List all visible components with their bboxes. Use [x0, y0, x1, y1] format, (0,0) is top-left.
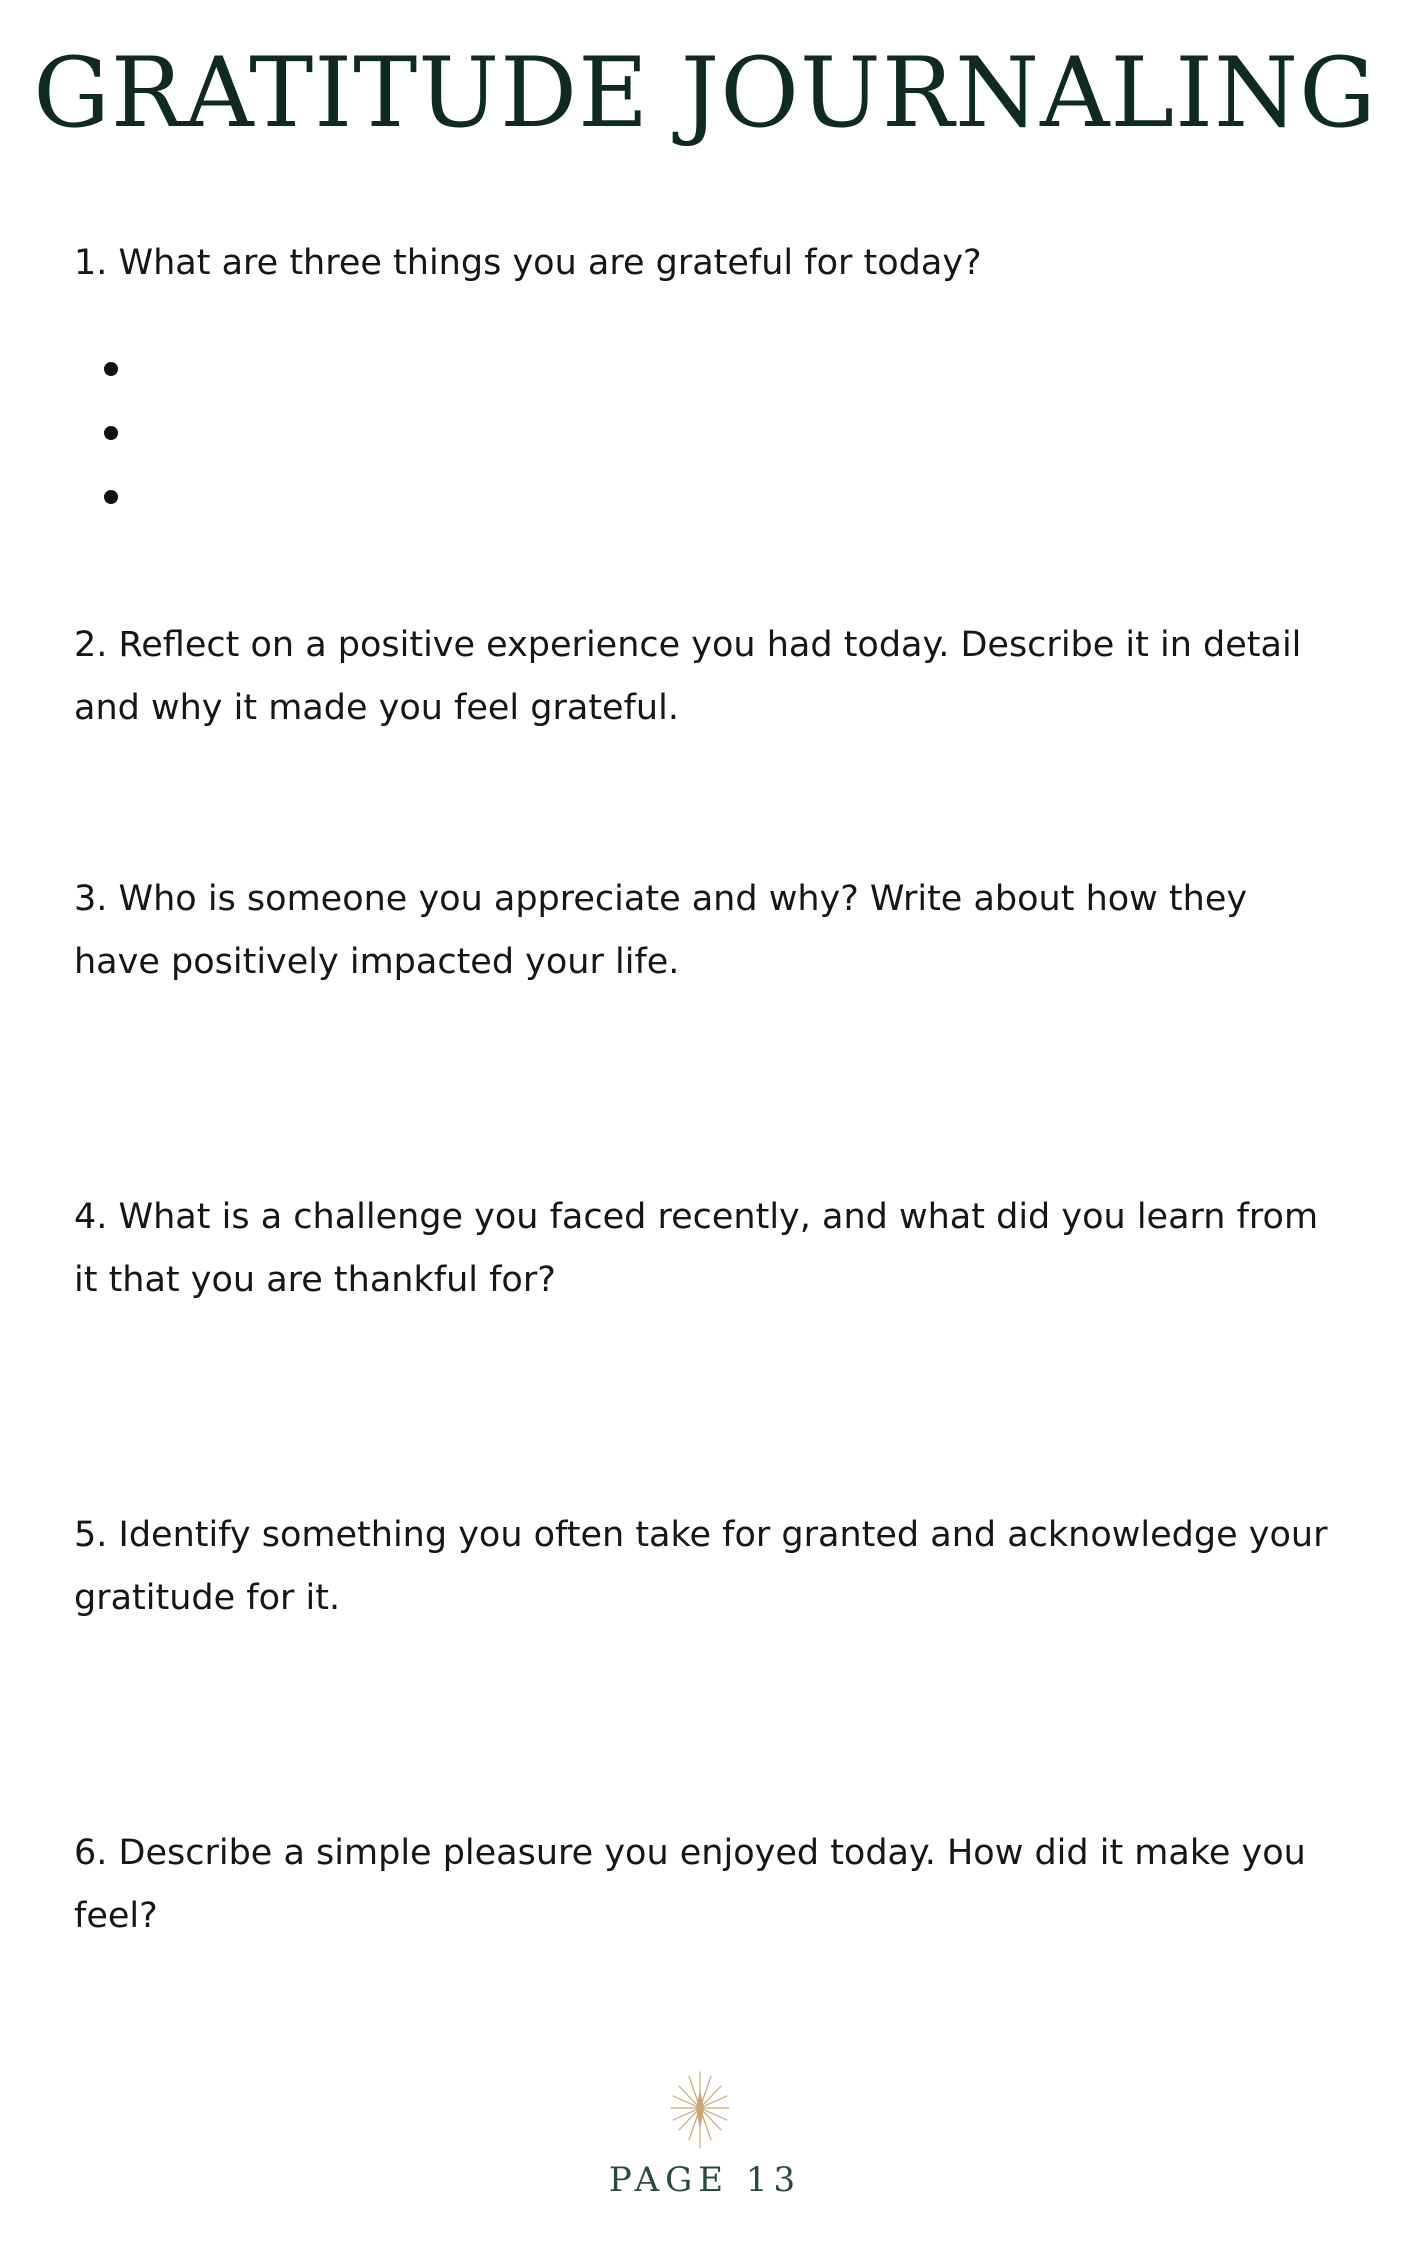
bullet-point-1: [104, 362, 118, 376]
question-1: 1. What are three things you are grateful for today?: [74, 243, 982, 283]
bullet-point-2: [104, 426, 118, 440]
answer-bullet-list: [104, 362, 118, 554]
question-6: 6. Describe a simple pleasure you enjoyed today. How did it make you feel?: [74, 1833, 1306, 1936]
question-4: 4. What is a challenge you faced recently, and what did you learn from it that you are thankful for?: [74, 1197, 1319, 1300]
question-3: 3. Who is someone you appreciate and why? Write about how they have positively impacted your life.: [74, 879, 1248, 982]
bullet-point-3: [104, 490, 118, 504]
question-5: 5. Identify something you often take for granted and acknowledge your gratitude for it.: [74, 1515, 1328, 1618]
page-title: GRATITUDE JOURNALING: [33, 37, 1377, 149]
page-number: PAGE 13: [608, 2160, 802, 2200]
question-2: 2. Reflect on a positive experience you had today. Describe it in detail and why it made you feel grateful.: [74, 625, 1302, 728]
starburst-icon: [665, 2068, 735, 2158]
